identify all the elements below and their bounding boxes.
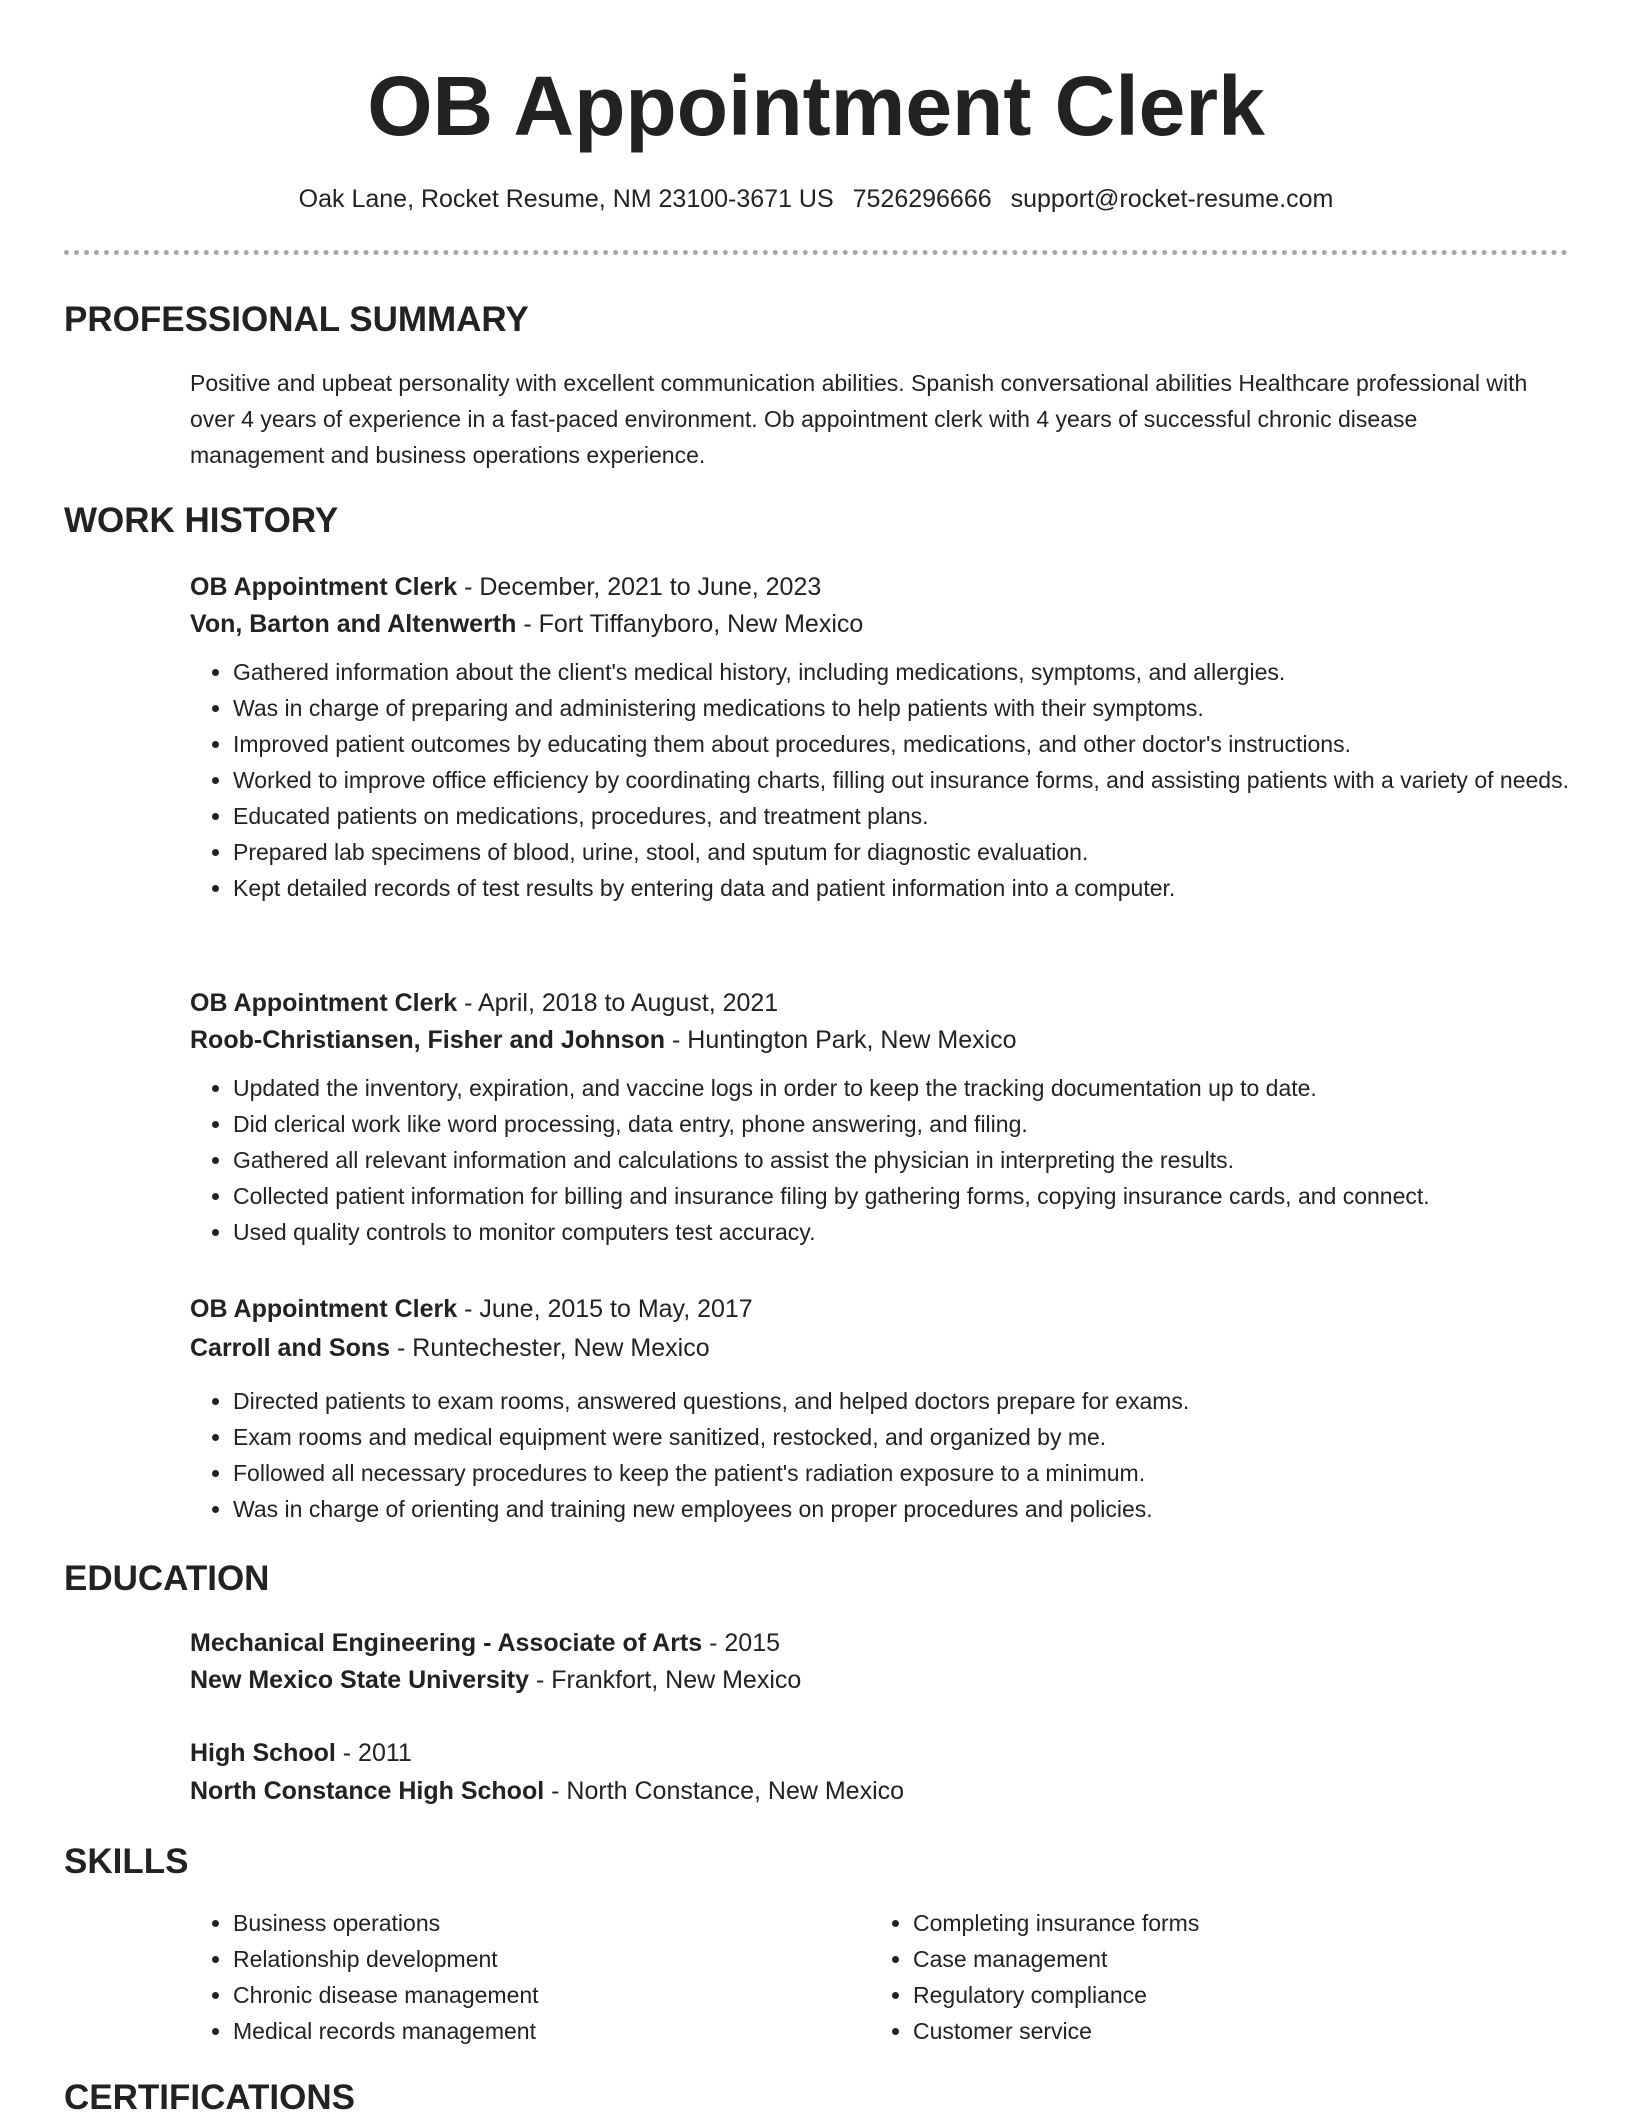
education-2-school: North Constance High School: [190, 1777, 545, 1805]
job-2-location: - Huntington Park, New Mexico: [665, 1026, 1017, 1054]
job-3-dates: - June, 2015 to May, 2017: [457, 1295, 753, 1323]
job-1-title-line: [190, 569, 1560, 605]
education-2-year: - 2011: [335, 1739, 412, 1767]
job-1-role: OB Appointment Clerk: [190, 573, 458, 601]
list-item: • Collected patient information for billing and insurance filing by gathering forms, copying insurance cards, and connect.: [233, 1178, 1613, 1214]
summary-text: Positive and upbeat personality with excellent communication abilities. Spanish conversational abilities Healthcare professional with over 4 years of experience in a fast-paced environment. Ob appointment clerk with 4 years of successful chronic disease management and business operations experience.: [190, 370, 1528, 468]
education-2-school-line: [190, 1773, 1560, 1809]
job-1-location: - Fort Tiffanyboro, New Mexico: [516, 610, 864, 638]
list-item: • Completing insurance forms: [913, 1905, 1513, 1941]
list-item: • Used quality controls to monitor computers test accuracy.: [233, 1214, 1613, 1250]
job-2-company-line: [190, 1022, 1560, 1058]
contact-address: Oak Lane, Rocket Resume, NM 23100-3671 US: [298, 185, 834, 213]
contact-phone: 7526296666: [852, 185, 992, 213]
list-item: • Did clerical work like word processing, data entry, phone answering, and filing.: [233, 1106, 1613, 1142]
job-3-bullets: [190, 1383, 1613, 1527]
skills-list-left: [190, 1905, 833, 2049]
job-2-bullets: [190, 1070, 1613, 1250]
education-1-location: - Frankfort, New Mexico: [529, 1666, 802, 1694]
candidate-name: OB Appointment Clerk: [367, 59, 1265, 153]
list-item: • Directed patients to exam rooms, answered questions, and helped doctors prepare for exams.: [233, 1383, 1613, 1419]
section-title-certifications: CERTIFICATIONS: [64, 2078, 356, 2117]
job-2-company: Roob-Christiansen, Fisher and Johnson: [190, 1026, 666, 1054]
education-2-degree: High School: [190, 1739, 336, 1767]
job-3-role: OB Appointment Clerk: [190, 1295, 458, 1323]
education-1-degree: Mechanical Engineering - Associate of Arts: [190, 1629, 703, 1657]
list-item: • Regulatory compliance: [913, 1977, 1513, 2013]
list-item: • Case management: [913, 1941, 1513, 1977]
education-1-school-line: [190, 1662, 1560, 1698]
education-2-location: - North Constance, New Mexico: [544, 1777, 905, 1805]
education-2-degree-line: [190, 1735, 1560, 1771]
section-title-work-history: WORK HISTORY: [64, 501, 339, 540]
job-3-title-line: [190, 1291, 1560, 1327]
job-3-location: - Runtechester, New Mexico: [390, 1334, 710, 1362]
section-title-education: EDUCATION: [64, 1559, 270, 1598]
list-item: • Followed all necessary procedures to keep the patient's radiation exposure to a minimum.: [233, 1455, 1613, 1491]
list-item: • Was in charge of orienting and training new employees on proper procedures and policies.: [233, 1491, 1613, 1527]
list-item: • Chronic disease management: [233, 1977, 833, 2013]
education-1-degree-line: [190, 1625, 1560, 1661]
skills-list-right: [870, 1905, 1513, 2049]
list-item: • Business operations: [233, 1905, 833, 1941]
contact-line: [0, 182, 1632, 216]
list-item: • Exam rooms and medical equipment were sanitized, restocked, and organized by me.: [233, 1419, 1613, 1455]
list-item: • Was in charge of preparing and administering medications to help patients with their symptoms.: [233, 690, 1613, 726]
job-2-title-line: [190, 985, 1560, 1021]
list-item: • Worked to improve office efficiency by coordinating charts, filling out insurance forms, and assisting patients with a variety of needs.: [233, 762, 1613, 798]
job-1-company-line: [190, 606, 1560, 642]
list-item: • Customer service: [913, 2013, 1513, 2049]
list-item: • Kept detailed records of test results by entering data and patient information into a computer.: [233, 870, 1613, 906]
job-3-company-line: [190, 1330, 1560, 1366]
header-divider: [64, 250, 1568, 255]
education-1-school: New Mexico State University: [190, 1666, 530, 1694]
list-item: • Updated the inventory, expiration, and vaccine logs in order to keep the tracking documentation up to date.: [233, 1070, 1613, 1106]
list-item: • Gathered information about the client's medical history, including medications, symptoms, and allergies.: [233, 654, 1613, 690]
education-1-year: - 2015: [702, 1629, 781, 1657]
job-2-dates: - April, 2018 to August, 2021: [457, 989, 779, 1017]
list-item: • Prepared lab specimens of blood, urine, stool, and sputum for diagnostic evaluation.: [233, 834, 1613, 870]
job-1-dates: - December, 2021 to June, 2023: [457, 573, 822, 601]
job-1-company: Von, Barton and Altenwerth: [190, 610, 517, 638]
list-item: • Educated patients on medications, procedures, and treatment plans.: [233, 798, 1613, 834]
section-title-skills: SKILLS: [64, 1842, 189, 1881]
list-item: • Improved patient outcomes by educating them about procedures, medications, and other doctor's instructions.: [233, 726, 1613, 762]
list-item: • Gathered all relevant information and calculations to assist the physician in interpreting the results.: [233, 1142, 1613, 1178]
job-2-role: OB Appointment Clerk: [190, 989, 458, 1017]
contact-email: support@rocket-resume.com: [1010, 185, 1334, 213]
job-3-company: Carroll and Sons: [190, 1334, 391, 1362]
list-item: • Relationship development: [233, 1941, 833, 1977]
job-1-bullets: [190, 654, 1613, 906]
list-item: • Medical records management: [233, 2013, 833, 2049]
section-title-summary: PROFESSIONAL SUMMARY: [64, 300, 529, 339]
